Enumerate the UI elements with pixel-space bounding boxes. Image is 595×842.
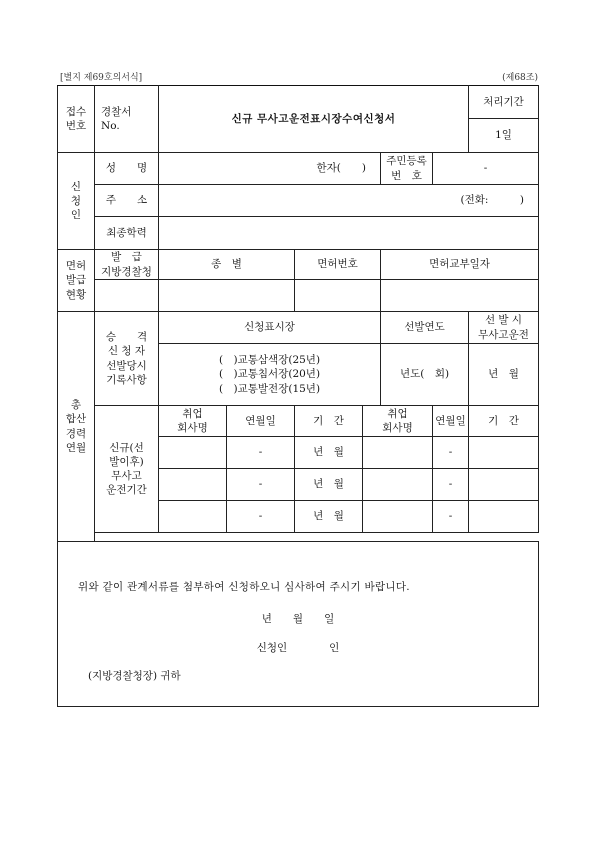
license-type-label: 종 별 (159, 250, 295, 280)
period-field[interactable]: 년 월 (295, 501, 363, 533)
rrn-field[interactable] (433, 153, 539, 185)
education-field[interactable] (159, 217, 539, 250)
period-field[interactable]: 년 월 (295, 469, 363, 501)
selection-year-label: 선발연도 (381, 312, 469, 344)
employer-field[interactable] (159, 469, 227, 501)
form-number: [별지 제69호의서식] (60, 73, 143, 83)
date-field[interactable]: - (227, 501, 295, 533)
address-label: 주 소 (95, 185, 159, 217)
name-label: 성 명 (95, 153, 159, 185)
issuing-agency-field[interactable] (95, 280, 159, 312)
addressee: (지방경찰청장) 귀하 (88, 670, 181, 682)
promotion-record-label: 승 격 신 청 자 선발당시 기록사항 (95, 312, 159, 406)
date-field[interactable]: - (433, 469, 469, 501)
employer-header-1: 취업 회사명 (159, 406, 227, 437)
employer-field[interactable] (363, 501, 433, 533)
period-header-1: 기 간 (295, 406, 363, 437)
badge-label: 신청표시장 (159, 312, 381, 344)
prior-accident-free-field[interactable]: 년 월 (469, 344, 539, 406)
applicant-section-label: 신 청 인 (58, 153, 95, 250)
badge-option-2[interactable]: ( )교통침서장(20년) (218, 368, 321, 381)
selection-year-field[interactable]: 년도( 회) (381, 344, 469, 406)
declaration-date[interactable]: 년 월 일 (261, 613, 335, 625)
name-field[interactable] (159, 153, 381, 185)
date-header-2: 연월일 (433, 406, 469, 437)
license-section-label: 면허 발급 현황 (58, 250, 95, 312)
hanja-label: 한자( ) (316, 162, 366, 175)
article-reference: (제68조) (502, 73, 538, 83)
license-number-field[interactable] (295, 280, 381, 312)
employer-header-2: 취업 회사명 (363, 406, 433, 437)
new-period-label: 신규(선 발이후) 무사고 운전기간 (95, 406, 159, 533)
date-header-1: 연월일 (227, 406, 295, 437)
license-type-field[interactable] (159, 280, 295, 312)
license-number-label: 면허번호 (295, 250, 381, 280)
rrn-label: 주민등록 번 호 (381, 153, 433, 185)
application-form (57, 85, 539, 707)
form-title: 신규 무사고운전표시장수여신청서 (159, 86, 469, 153)
date-field[interactable]: - (227, 437, 295, 469)
employer-field[interactable] (159, 437, 227, 469)
employer-field[interactable] (363, 469, 433, 501)
license-date-label: 면허교부일자 (381, 250, 539, 280)
phone-label: (전화: ) (460, 194, 524, 207)
date-field[interactable]: - (433, 501, 469, 533)
employer-field[interactable] (363, 437, 433, 469)
badge-options (159, 344, 381, 406)
date-field[interactable]: - (433, 437, 469, 469)
declaration-box (58, 542, 539, 707)
period-field[interactable]: 년 월 (295, 437, 363, 469)
badge-option-1[interactable]: ( )교통삼색장(25년) (218, 354, 321, 367)
receipt-number-label: 접수 번호 (58, 86, 95, 153)
station-number-label: 경찰서 No. (95, 86, 159, 153)
employer-field[interactable] (159, 501, 227, 533)
period-field[interactable] (469, 501, 539, 533)
license-date-field[interactable] (381, 280, 539, 312)
period-field[interactable] (469, 469, 539, 501)
period-field[interactable] (469, 437, 539, 469)
address-field[interactable] (159, 185, 539, 217)
issuing-agency-label: 발 급 지방경찰청 (95, 250, 159, 280)
badge-option-3[interactable]: ( )교통발전장(15년) (218, 382, 321, 395)
education-label: 최종학력 (95, 217, 159, 250)
rrn-dash: - (483, 162, 488, 175)
period-header-2: 기 간 (469, 406, 539, 437)
date-field[interactable]: - (227, 469, 295, 501)
processing-period-value: 1일 (469, 119, 539, 153)
career-section-label: 총 합산 경력 연월 (58, 312, 95, 542)
declaration-text: 위와 같이 관계서류를 첨부하여 신청하오니 심사하여 주시기 바랍니다. (78, 581, 410, 593)
applicant-signature[interactable]: 신청인 인 (256, 642, 340, 654)
prior-accident-free-label: 선 발 시 무사고운전 (469, 312, 539, 344)
processing-period-label: 처리기간 (469, 86, 539, 119)
